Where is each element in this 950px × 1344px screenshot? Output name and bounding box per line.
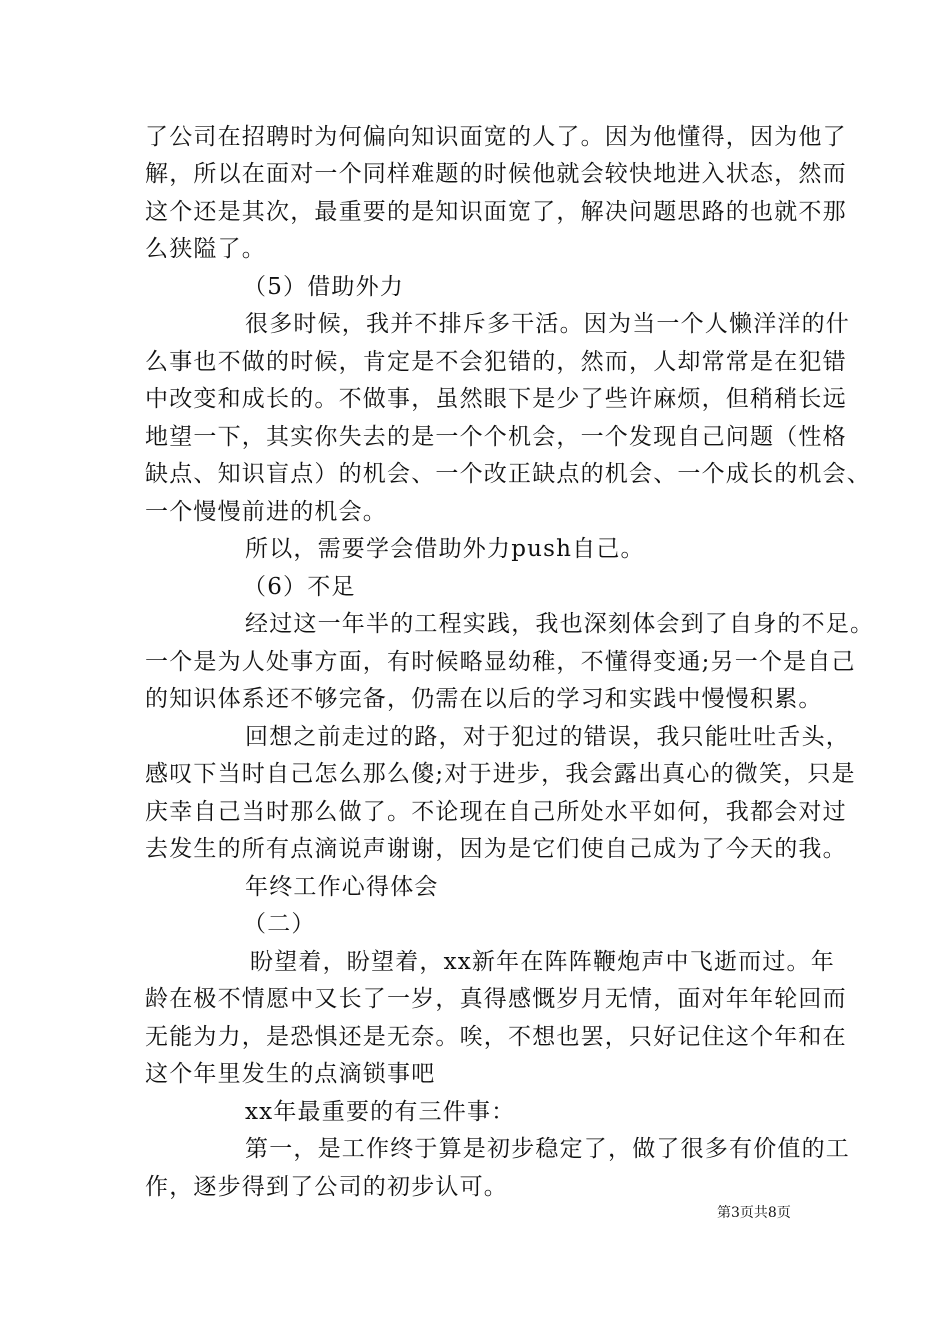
text-line: 经过这一年半的工程实践，我也深刻体会到了自身的不足。	[245, 611, 875, 637]
text-line: xx年最重要的有三件事：	[245, 1099, 516, 1125]
text-line: 所以，需要学会借助外力push自己。	[245, 536, 645, 562]
text-line: 无能为力，是恐惧还是无奈。唉，不想也罢，只好记住这个年和在	[145, 1024, 847, 1050]
text-line: 龄在极不情愿中又长了一岁，真得感慨岁月无情，面对年年轮回而	[145, 986, 847, 1012]
text-line: 去发生的所有点滴说声谢谢，因为是它们使自己成为了今天的我。	[145, 836, 847, 862]
section-heading: （6）不足	[243, 574, 356, 600]
text-line: 一个慢慢前进的机会。	[145, 499, 387, 525]
text-line: 作，逐步得到了公司的初步认可。	[145, 1174, 508, 1200]
text-line: 一个是为人处事方面，有时候略显幼稚，不懂得变通;另一个是自己	[145, 649, 856, 675]
text-line: 缺点、知识盲点）的机会、一个改正缺点的机会、一个成长的机会、	[145, 461, 871, 487]
text-line: 很多时候，我并不排斥多干活。因为当一个人懒洋洋的什	[245, 311, 850, 337]
text-line: 么事也不做的时候，肯定是不会犯错的，然而，人却常常是在犯错	[145, 349, 847, 375]
page-footer: 第3页共8页	[717, 1205, 791, 1221]
text-line: 中改变和成长的。不做事，虽然眼下是少了些许麻烦，但稍稍长远	[145, 386, 847, 412]
text-line: 了公司在招聘时为何偏向知识面宽的人了。因为他懂得，因为他了	[145, 124, 847, 150]
text-line: 盼望着，盼望着，xx新年在阵阵鞭炮声中飞逝而过。年	[250, 949, 835, 975]
text-line: 感叹下当时自己怎么那么傻;对于进步，我会露出真心的微笑，只是	[145, 761, 856, 787]
section-heading: （5）借助外力	[243, 274, 405, 300]
text-line: 这个年里发生的点滴锁事吧	[145, 1061, 436, 1087]
text-line: 这个还是其次，最重要的是知识面宽了，解决问题思路的也就不那	[145, 199, 847, 225]
text-line: 地望一下，其实你失去的是一个个机会，一个发现自己问题（性格	[145, 424, 847, 450]
section-title: 年终工作心得体会	[245, 874, 439, 900]
text-line: 的知识体系还不够完备，仍需在以后的学习和实践中慢慢积累。	[145, 686, 823, 712]
section-subtitle: （二）	[243, 911, 316, 937]
text-line: 么狭隘了。	[145, 236, 266, 262]
text-line: 第一，是工作终于算是初步稳定了，做了很多有价值的工	[245, 1136, 850, 1162]
text-line: 回想之前走过的路，对于犯过的错误，我只能吐吐舌头，	[245, 724, 850, 750]
text-line: 庆幸自己当时那么做了。不论现在自己所处水平如何，我都会对过	[145, 799, 847, 825]
text-line: 解，所以在面对一个同样难题的时候他就会较快地进入状态，然而	[145, 161, 847, 187]
